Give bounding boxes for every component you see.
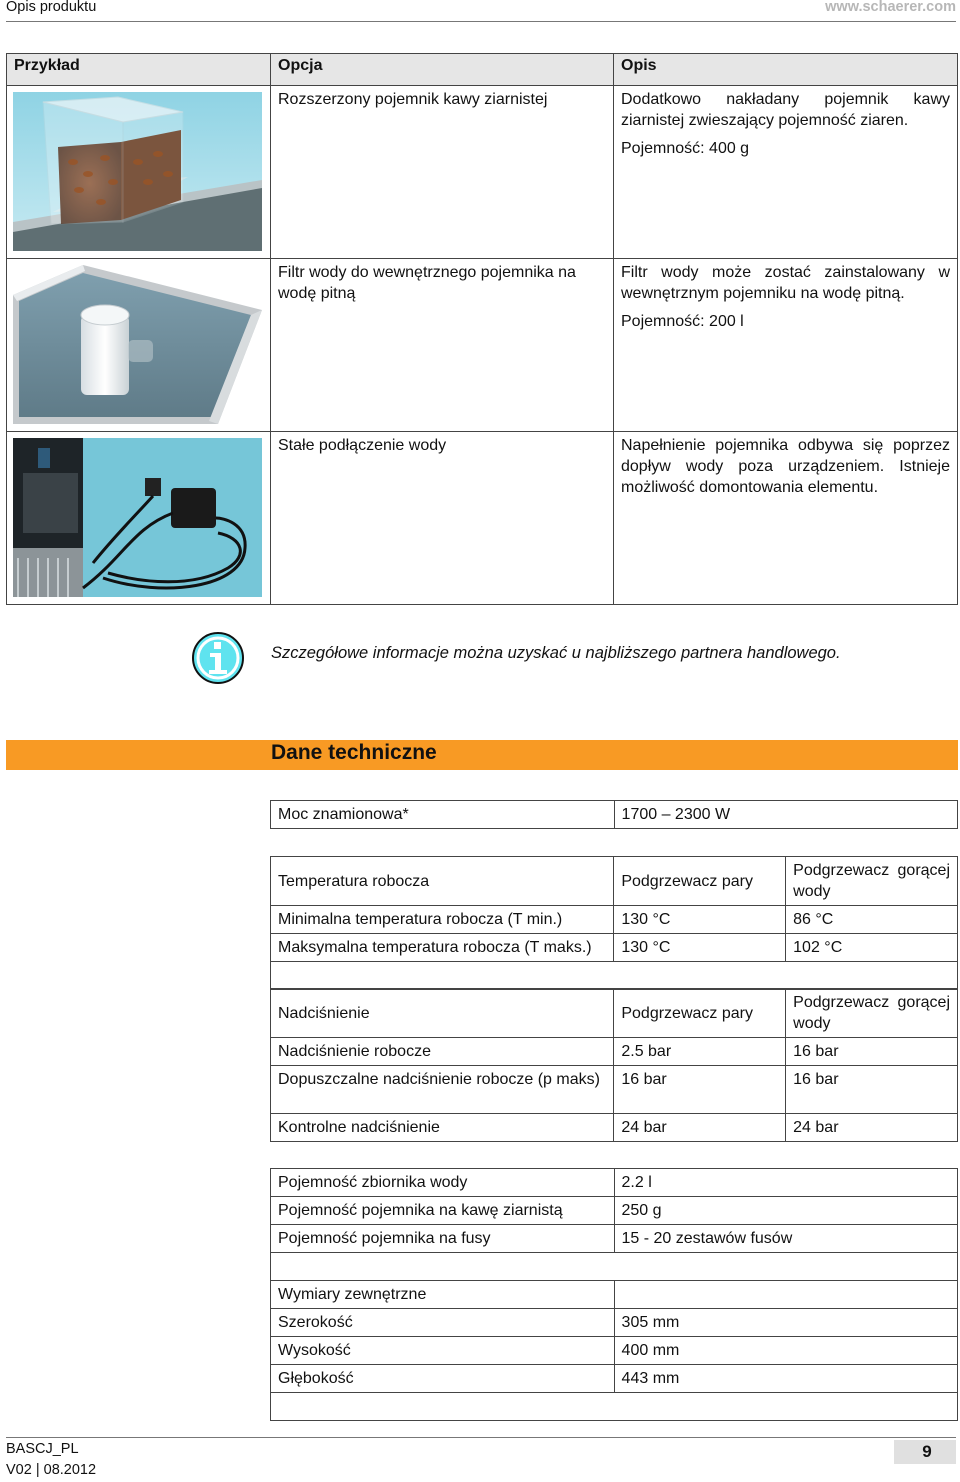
column-header-hot-water-boiler: Podgrzewacz gorącej wody (786, 857, 958, 906)
option-capacity: Pojemność: 400 g (621, 140, 750, 157)
option-description: Dodatkowo nakładany pojemnik kawy ziarnistej zwieszający pojemność ziaren. (621, 91, 950, 129)
option-description-cell (614, 259, 958, 432)
spec-label: Pojemność pojemnika na fusy (271, 1225, 615, 1253)
spec-value: 24 bar (614, 1114, 786, 1142)
water-connection-image (13, 438, 262, 597)
column-header-description: Opis (614, 54, 958, 86)
table-row (271, 1365, 958, 1393)
spec-value: 250 g (614, 1197, 958, 1225)
spec-label: Wysokość (271, 1337, 615, 1365)
water-filter-tank-photo (7, 259, 271, 432)
document-version: V02 | 08.2012 (6, 1462, 97, 1478)
option-name: Filtr wody do wewnętrznego pojemnika na wodę pitną (271, 259, 614, 432)
column-header-example: Przykład (7, 54, 271, 86)
table-row (7, 259, 958, 432)
power-table (270, 800, 958, 829)
spec-label: Maksymalna temperatura robocza (T maks.) (271, 934, 614, 962)
fixed-water-connection-photo (7, 432, 271, 605)
website-link[interactable]: www.schaerer.com (825, 0, 956, 15)
spec-value: 443 mm (614, 1365, 957, 1393)
column-header-steam-boiler: Podgrzewacz pary (614, 857, 786, 906)
spacer-cell (271, 962, 958, 990)
table-row-spacer (271, 962, 958, 990)
spec-label: Nadciśnienie (271, 989, 614, 1038)
spec-value: 2.2 l (614, 1169, 958, 1197)
table-row (271, 1169, 958, 1197)
options-table-header (7, 54, 958, 86)
spec-value: 86 °C (786, 906, 958, 934)
table-row (271, 1197, 958, 1225)
table-row (271, 1337, 958, 1365)
spec-value: 130 °C (614, 934, 786, 962)
water-filter-image (13, 265, 262, 424)
options-table (6, 53, 958, 605)
spec-value: 16 bar (786, 1038, 958, 1066)
option-description: Filtr wody może zostać zainstalowany w wewnętrznym pojemniku na wodę pitną. (621, 264, 950, 302)
spec-value: 2.5 bar (614, 1038, 786, 1066)
document-section-title: Opis produktu (6, 0, 97, 15)
spec-label: Głębokość (271, 1365, 615, 1393)
table-row (271, 934, 958, 962)
document-code: BASCJ_PL (6, 1441, 79, 1457)
column-header-hot-water-boiler: Podgrzewacz gorącej wody (786, 989, 958, 1038)
table-row (271, 1225, 958, 1253)
option-capacity: Pojemność: 200 l (621, 313, 744, 330)
page-number: 9 (894, 1440, 956, 1464)
table-row (271, 857, 958, 906)
table-row-spacer (271, 1253, 958, 1281)
pressure-table (270, 988, 958, 1142)
spec-value: 24 bar (786, 1114, 958, 1142)
table-row (7, 86, 958, 259)
option-description: Napełnienie pojemnika odbywa się poprzez dopływ wody poza urządzeniem. Istnieje możliwość domontowania elementu. (621, 437, 950, 496)
column-header-option: Opcja (271, 54, 614, 86)
table-row (271, 906, 958, 934)
capacity-table (270, 1168, 958, 1281)
spacer-cell (271, 1253, 958, 1281)
spec-value: 102 °C (786, 934, 958, 962)
spec-value: 305 mm (614, 1309, 957, 1337)
spec-label: Pojemność zbiornika wody (271, 1169, 615, 1197)
spec-label: Dopuszczalne nadciśnienie robocze (p maks) (271, 1066, 614, 1114)
spec-value: 1700 – 2300 W (614, 801, 957, 829)
table-row (271, 1114, 958, 1142)
option-name: Rozszerzony pojemnik kawy ziarnistej (271, 86, 614, 259)
spec-label: Minimalna temperatura robocza (T min.) (271, 906, 614, 934)
section-bar (6, 740, 958, 770)
table-row (271, 989, 958, 1038)
spec-label: Kontrolne nadciśnienie (271, 1114, 614, 1142)
dimensions-table (270, 1280, 958, 1421)
temperature-table (270, 856, 958, 990)
spec-label: Nadciśnienie robocze (271, 1038, 614, 1066)
spec-value: 15 - 20 zestawów fusów (614, 1225, 958, 1253)
table-row (271, 1066, 958, 1114)
spec-label: Szerokość (271, 1309, 615, 1337)
section-title: Dane techniczne (271, 741, 437, 764)
info-icon (190, 630, 246, 686)
info-note-text: Szczegółowe informacje można uzyskać u najbliższego partnera handlowego. (271, 644, 841, 662)
table-row (7, 432, 958, 605)
column-header-steam-boiler: Podgrzewacz pary (614, 989, 786, 1038)
table-row (271, 1038, 958, 1066)
spec-value: 16 bar (786, 1066, 958, 1114)
option-description-cell (614, 432, 958, 605)
table-row-spacer (271, 1393, 958, 1421)
spec-value: 130 °C (614, 906, 786, 934)
spec-value: 16 bar (614, 1066, 786, 1114)
footer-divider (6, 1437, 956, 1438)
table-row (271, 1281, 958, 1309)
table-row (271, 1309, 958, 1337)
table-row (271, 801, 958, 829)
spec-value: 400 mm (614, 1337, 957, 1365)
coffee-bean-container-photo (7, 86, 271, 259)
spec-label: Pojemność pojemnika na kawę ziarnistą (271, 1197, 615, 1225)
spec-label: Moc znamionowa* (271, 801, 615, 829)
option-name: Stałe podłączenie wody (271, 432, 614, 605)
spec-label: Wymiary zewnętrzne (271, 1281, 615, 1309)
spacer-cell (271, 1393, 958, 1421)
coffee-bean-container-image (13, 92, 262, 251)
spec-label: Temperatura robocza (271, 857, 614, 906)
spec-value (614, 1281, 957, 1309)
header-divider (6, 21, 956, 22)
option-description-cell (614, 86, 958, 259)
